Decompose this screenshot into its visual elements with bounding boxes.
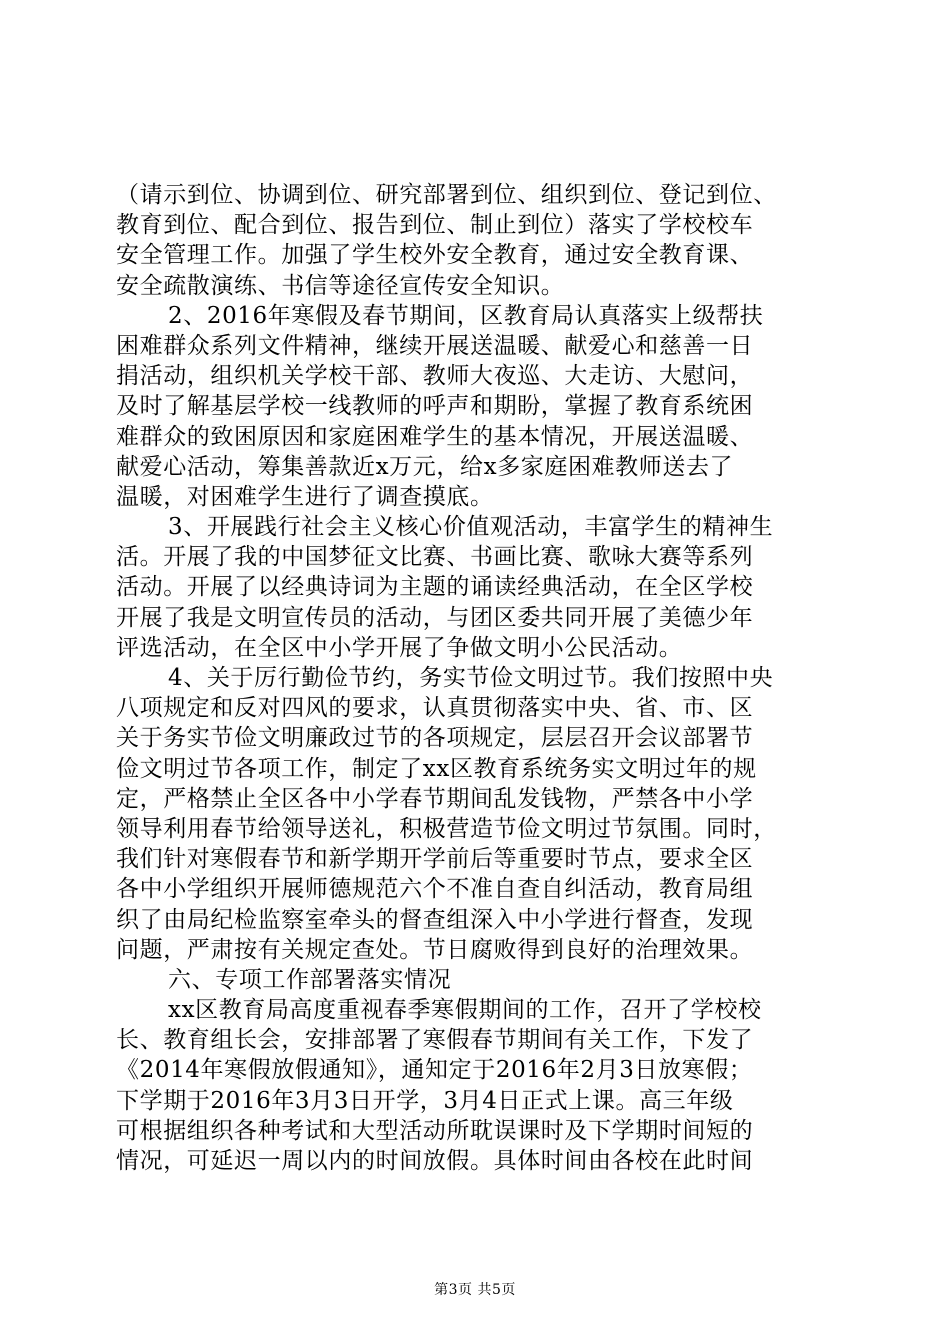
text-line: 我们针对寒假春节和新学期开学前后等重要时节点，要求全区: [116, 846, 754, 873]
text-line: 教育到位、配合到位、报告到位、制止到位）落实了学校校车: [116, 212, 754, 239]
text-line: 《2014年寒假放假通知》，通知定于2016年2月3日放寒假；: [116, 1057, 753, 1084]
text-line: 可根据组织各种考试和大型活动所耽误课时及下学期时间短的: [116, 1117, 754, 1144]
text-line: 俭文明过节各项工作，制定了xx区教育系统务实文明过年的规: [116, 755, 757, 782]
text-line: 定，严格禁止全区各中小学春节期间乱发钱物，严禁各中小学: [116, 785, 754, 812]
text-line: 关于务实节俭文明廉政过节的各项规定，层层召开会议部署节: [116, 725, 754, 752]
text-line: 活动。开展了以经典诗词为主题的诵读经典活动，在全区学校: [116, 574, 754, 601]
paragraph-start-line: 4、关于厉行勤俭节约，务实节俭文明过节。我们按照中央: [168, 665, 774, 691]
text-line: 织了由局纪检监察室牵头的督查组深入中小学进行督查，发现: [116, 906, 754, 933]
text-line: 开展了我是文明宣传员的活动，与团区委共同开展了美德少年: [116, 604, 754, 631]
text-line: （请示到位、协调到位、研究部署到位、组织到位、登记到位、: [116, 182, 777, 208]
text-line: 各中小学组织开展师德规范六个不准自查自纠活动，教育局组: [116, 876, 754, 903]
paragraph-start-line: 2、2016年寒假及春节期间，区教育局认真落实上级帮扶: [168, 302, 764, 329]
text-line: 献爱心活动，筹集善款近x万元，给x多家庭困难教师送去了: [116, 453, 734, 480]
text-line: 安全疏散演练、书信等途径宣传安全知识。: [116, 272, 565, 299]
text-line: 难群众的致困原因和家庭困难学生的基本情况，开展送温暖、: [116, 423, 754, 450]
text-line: 问题，严肃按有关规定查处。节日腐败得到良好的治理效果。: [116, 936, 754, 963]
text-line: 安全管理工作。加强了学生校外安全教育，通过安全教育课、: [116, 242, 754, 269]
text-line: 困难群众系列文件精神，继续开展送温暖、献爱心和慈善一日: [116, 332, 754, 359]
text-line: 评选活动，在全区中小学开展了争做文明小公民活动。: [116, 634, 683, 661]
text-line: 活。开展了我的中国梦征文比赛、书画比赛、歌咏大赛等系列: [116, 544, 754, 571]
paragraph-start-line: 3、开展践行社会主义核心价值观活动，丰富学生的精神生: [168, 514, 774, 541]
text-line: 捐活动，组织机关学校干部、教师大夜巡、大走访、大慰问，: [116, 363, 754, 390]
text-line: 下学期于2016年3月3日开学，3月4日正式上课。高三年级: [116, 1087, 734, 1114]
text-line: 情况，可延迟一周以内的时间放假。具体时间由各校在此时间: [116, 1148, 754, 1174]
section-heading: 六、专项工作部署落实情况: [168, 966, 452, 993]
text-line: 及时了解基层学校一线教师的呼声和期盼，掌握了教育系统困: [116, 393, 754, 420]
paragraph-start-line: xx区教育局高度重视春季寒假期间的工作，召开了学校校: [168, 997, 762, 1024]
text-line: 八项规定和反对四风的要求，认真贯彻落实中央、省、市、区: [116, 695, 754, 722]
text-line: 长、教育组长会，安排部署了寒假春节期间有关工作，下发了: [116, 1027, 754, 1054]
text-line: 领导利用春节给领导送礼，积极营造节俭文明过节氛围。同时，: [116, 815, 777, 842]
page-number-footer: 第3页 共5页: [434, 1282, 516, 1298]
text-line: 温暖，对困难学生进行了调查摸底。: [116, 483, 494, 510]
document-body: [116, 180, 836, 1176]
